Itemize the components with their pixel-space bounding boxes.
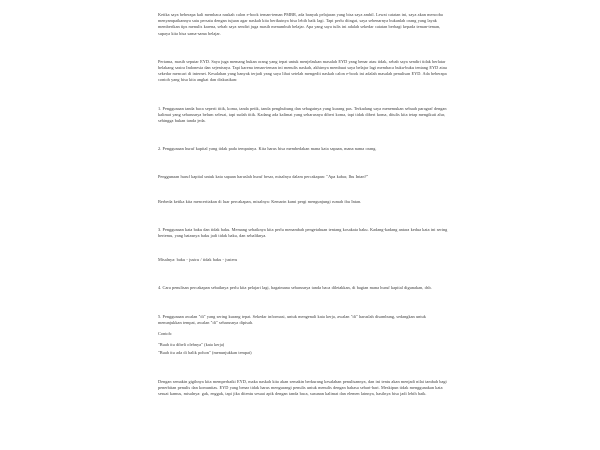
non-dialogue-example-paragraph: Berbeda ketika kita menceritakan di luar percakapan, misalnya: Kemarin kami pergi mengunjungi rumah ibu Intan. xyxy=(158,198,362,204)
spacer xyxy=(158,181,448,199)
spacer xyxy=(158,84,448,106)
capital-example-paragraph: Penggunaan huruf kapital untuk kata sapaan haruslah huruf besar, misalnya dalam percakapan: "Apa kabar, Ibu Intan?" xyxy=(158,174,369,180)
point-2-paragraph: 2. Penggunaan huruf kapital yang tidak pada tempatnya. Kita harus bisa membedakan mana kata sapaan, mana nama orang. xyxy=(158,146,377,152)
example-label: Contoh: xyxy=(158,331,172,337)
spacer xyxy=(158,357,448,379)
baku-example-paragraph: Misalnya: baku - justru / tidak baku - justeru xyxy=(158,257,238,263)
point-3-paragraph: 3. Penggunaan kata baku dan tidak baku. Memang sebaiknya kita perlu menambah pengetahuan tentang kosakata baku. Kadang-kadang antara kedua kata ini sering bertemu, yang batasnya baku jadi tidak baku, dan sebaliknya. xyxy=(158,226,448,239)
spacer xyxy=(158,37,448,59)
document-body xyxy=(158,12,448,397)
eyd-paragraph: Pertama, masih seputar EYD. Saya juga memang bukan orang yang tepat untuk menjelaskan masalah EYD yang benar atau tidak, sebab saya sendiri tidak berlatar belakang sastra Indonesia dan sejenisnya. Tapi karena teman-teman ini menulis naskah, akhirnya membuat saya belajar lagi membaca buku-buku tentang EYD atau sekedar mencari di internet. Kesalahan yang banyak terjadi yang saya lihat setelah mengedit naskah calon e-book ini adalah masalah penulisan EYD. Ada beberapa contoh yang bisa kita angkat dan diskusikan: xyxy=(158,58,447,83)
spacer xyxy=(158,124,448,146)
spacer xyxy=(158,263,448,285)
spacer xyxy=(158,152,448,174)
example-verb: "Buah itu dibeli olehnya" (kata kerja) xyxy=(158,342,225,348)
point-5-paragraph: 5. Penggunaan awalan "di" yang sering kurang tepat. Sekedar informasi, untuk mengenali kata kerja, awalan "di" haruslah disambung, sedangkan untuk menunjukkan tempat, awalan "di" seharusnya dipisah. xyxy=(158,313,426,325)
closing-paragraph: Dengan semakin gigihnya kita memperbaiki EYD, maka naskah kita akan semakin berkurang kesalahan penulisannya, dan ini tentu akan menjadi nilai tambah bagi penerbitan penulis dan komunitas. EYD yang benar tidak harus mengurangi penulis untuk menulis dengan bahasa sehari-hari. Meskipun tidak menggunakan kata sesuai kamus, misalnya: gak, enggak, tapi jika ditentu sesuai apik dengan tanda baca, susunan kalimat dan elemen lainnya, hasilnya bisa jadi lebih baik. xyxy=(158,378,447,397)
point-4-paragraph: 4. Cara penulisan percakapan sebaiknya perlu kita pelajari lagi, bagaimana seharusnya tanda baca diletakkan, di bagian mana huruf kapital digunakan, dsb. xyxy=(158,285,432,291)
example-place: "Buah itu ada di balik pohon" (menunjukkan tempat) xyxy=(158,350,252,356)
intro-paragraph: Ketika saya beberapa kali membaca naskah calon e-book teman-teman PMBR, ada banyak pelajaran yang bisa saya ambil. Lewat catatan ini, saya akan mencoba menyampaikannya satu persatu dengan tujuan agar naskah kita berikutnya bisa lebih baik lagi. Tapi perlu diingat, saya sebenarnya bukanlah orang yang layak memberikan tips menulis karena, sebab saya sendiri juga masih menumbuh belajar. Apa yang saya tulis ini adalah sekedar catatan berbagi kepada teman-teman, supaya kita bisa sama-sama belajar. xyxy=(158,12,443,36)
spacer xyxy=(158,292,448,314)
point-1-paragraph: 1. Penggunaan tanda baca seperti titik, koma, tanda petik, tanda penghubung dan sebagainya yang kurang pas. Terkadang saya menemukan sebuah paragraf dengan kalimat yang seharusnya belum selesai, tapi sudah titik. Kadang ada kalimat yang seharusnya diberi koma, tapi tidak diberi koma, ditulis kita tetap mengikuti alur, sehingga bukan tanda jeda. xyxy=(158,105,447,124)
spacer xyxy=(158,239,448,257)
spacer xyxy=(158,205,448,227)
